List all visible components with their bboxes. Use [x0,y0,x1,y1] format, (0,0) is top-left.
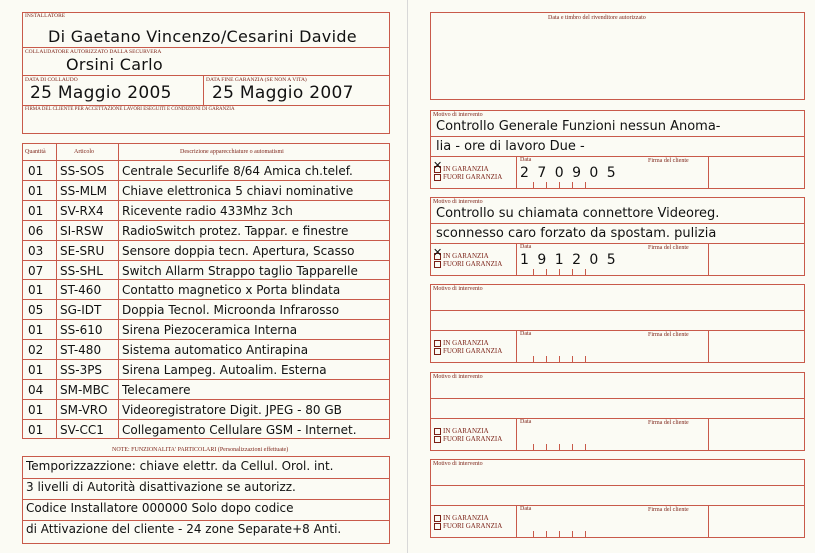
in-warranty-checkbox[interactable] [434,339,489,347]
intervention-reason-line: Controllo Generale Funzioni nessun Anoma- [436,119,721,134]
client-signature-label: FIRMA DEL CLIENTE PER ACCETTAZIONE LAVORI ESEGUITI E CONDIZIONI DI GARANZIA [25,107,235,112]
intervention-reason-label: Motivo di intervento [433,461,483,467]
intervention-date-label: Data [520,244,532,250]
row-qty: 03 [28,243,44,258]
intervention-date-label: Data [520,331,532,337]
intervention-reason-label: Motivo di intervento [433,374,483,380]
check-x-mark: ✕ [433,158,443,172]
out-of-warranty-checkbox[interactable] [434,435,502,443]
intervention-signature-label: Firma del cliente [648,332,689,338]
checkbox-label: FUORI GARANZIA [443,435,503,443]
checkbox-square[interactable] [434,174,441,181]
row-qty: 04 [28,382,44,397]
row-description: Doppia Tecnol. Microonda Infrarosso [122,303,340,318]
row-qty: 01 [28,183,44,198]
qty-header: Quantità [25,149,46,155]
row-description: Contatto magnetico x Porta blindata [122,283,341,298]
intervention-reason-label: Motivo di intervento [433,112,483,118]
intervention-reason-line: sconnesso caro forzato da spostam. pulizia [436,226,717,241]
row-article: SV-CC1 [60,422,104,437]
checkbox-square[interactable] [434,523,441,530]
installer-name: Di Gaetano Vincenzo/Cesarini Davide [48,27,357,46]
checkbox-square[interactable] [433,245,443,260]
checkbox-label: IN GARANZIA [443,252,489,260]
intervention-reason-line: Controllo su chiamata connettore Videoreg. [436,206,720,221]
checkbox-label: FUORI GARANZIA [443,347,503,355]
row-article: SI-RSW [60,223,104,238]
checkbox-square[interactable] [433,158,443,173]
checkbox-label: IN GARANZIA [443,165,489,173]
row-qty: 01 [28,422,44,437]
row-article: SE-SRU [60,243,105,258]
checkbox-square[interactable] [434,428,441,435]
intervention-reason-label: Motivo di intervento [433,199,483,205]
row-description: Collegamento Cellulare GSM - Internet. [122,422,357,437]
row-description: Sensore doppia tecn. Apertura, Scasso [122,243,355,258]
intervention-date-label: Data [520,157,532,163]
checkbox-square[interactable] [434,436,441,443]
row-article: SS-SOS [60,164,105,178]
note-line: 3 livelli di Autorità disattivazione se autorizz. [26,480,296,494]
checkbox-label: FUORI GARANZIA [443,522,503,530]
row-description: Chiave elettronica 5 chiavi nominative [122,183,354,198]
intervention-date-label: Data [520,506,532,512]
row-article: SM-MBC [60,382,110,397]
tester-label: COLLAUDATORE AUTORIZZATO DALLA SECURVERA [25,49,162,55]
row-article: SS-SHL [60,263,103,278]
note-line: di Attivazione del cliente - 24 zone Separate+8 Anti. [26,522,342,536]
in-warranty-checkbox[interactable] [434,514,489,522]
row-qty: 01 [28,283,44,298]
test-date-label: DATA DI COLLAUDO [25,77,78,83]
row-description: RadioSwitch protez. Tappar. e finestre [122,223,349,238]
intervention-signature-label: Firma del cliente [648,158,689,164]
check-x-mark: ✕ [433,245,443,259]
checkbox-label: IN GARANZIA [443,427,489,435]
row-article: SV-RX4 [60,203,104,218]
intervention-signature-label: Firma del cliente [648,507,689,513]
note-line: Temporizzazzione: chiave elettr. da Cellul. Orol. int. [26,459,334,473]
row-description: Sistema automatico Antirapina [122,343,309,358]
row-qty: 01 [28,203,44,218]
in-warranty-checkbox[interactable] [433,245,489,260]
checkbox-label: IN GARANZIA [443,514,489,522]
test-date: 25 Maggio 2005 [30,83,172,103]
row-qty: 07 [28,263,44,278]
checkbox-square[interactable] [434,261,441,268]
warranty-end-label: DATA FINE GARANZIA (SE NON A VITA) [206,77,307,83]
checkbox-label: FUORI GARANZIA [443,173,503,181]
row-description: Switch Allarm Strappo taglio Tapparelle [122,263,358,278]
right-page [408,0,815,553]
row-description: Videoregistratore Digit. JPEG - 80 GB [122,402,342,417]
in-warranty-checkbox[interactable] [434,427,489,435]
row-description: Ricevente radio 433Mhz 3ch [122,203,293,218]
dealer-stamp-box [430,12,805,100]
row-qty: 01 [28,402,44,417]
row-qty: 05 [28,303,44,318]
in-warranty-checkbox[interactable] [433,158,489,173]
row-description: Telecamere [122,382,191,397]
row-qty: 01 [28,363,44,377]
intervention-date: 1 9 1 2 0 5 [520,252,618,268]
row-article: SM-VRO [60,402,108,417]
row-qty: 01 [28,323,44,338]
row-qty: 01 [28,164,44,178]
checkbox-square[interactable] [434,515,441,522]
checkbox-square[interactable] [434,348,441,355]
tester-name: Orsini Carlo [66,55,164,74]
intervention-date: 2 7 0 9 0 5 [520,165,618,181]
row-description: Sirena Piezoceramica Interna [122,323,298,338]
row-description: Sirena Lampeg. Autoalim. Esterna [122,363,327,377]
notes-label: NOTE: FUNZIONALITA' PARTICOLARI (Personalizzazioni effettuate) [112,447,289,453]
row-description: Centrale Securlife 8/64 Amica ch.telef. [122,164,353,178]
checkbox-label: FUORI GARANZIA [443,260,503,268]
out-of-warranty-checkbox[interactable] [434,260,502,268]
intervention-signature-label: Firma del cliente [648,245,689,251]
row-article: SS-610 [60,323,103,338]
out-of-warranty-checkbox[interactable] [434,347,502,355]
out-of-warranty-checkbox[interactable] [434,522,502,530]
row-article: SS-3PS [60,363,103,377]
intervention-signature-label: Firma del cliente [648,420,689,426]
row-qty: 02 [28,343,44,358]
warranty-end-date: 25 Maggio 2007 [212,83,354,103]
row-article: ST-460 [60,283,102,298]
intervention-reason-label: Motivo di intervento [433,286,483,292]
row-qty: 06 [28,223,44,238]
row-article: SS-MLM [60,183,107,198]
checkbox-label: IN GARANZIA [443,339,489,347]
installer-label: INSTALLATORE [25,13,66,19]
description-header: Descrizione apparecchiature o automatismi [180,149,284,155]
row-article: ST-480 [60,343,102,358]
checkbox-square[interactable] [434,340,441,347]
intervention-reason-line: lia - ore di lavoro Due - [436,139,585,154]
intervention-date-label: Data [520,419,532,425]
row-article: SG-IDT [60,303,102,318]
out-of-warranty-checkbox[interactable] [434,173,502,181]
dealer-stamp-label: Data e timbro del rivenditore autorizzato [548,15,646,21]
note-line: Codice Installatore 000000 Solo dopo codice [26,501,294,515]
article-header: Articolo [74,149,94,155]
